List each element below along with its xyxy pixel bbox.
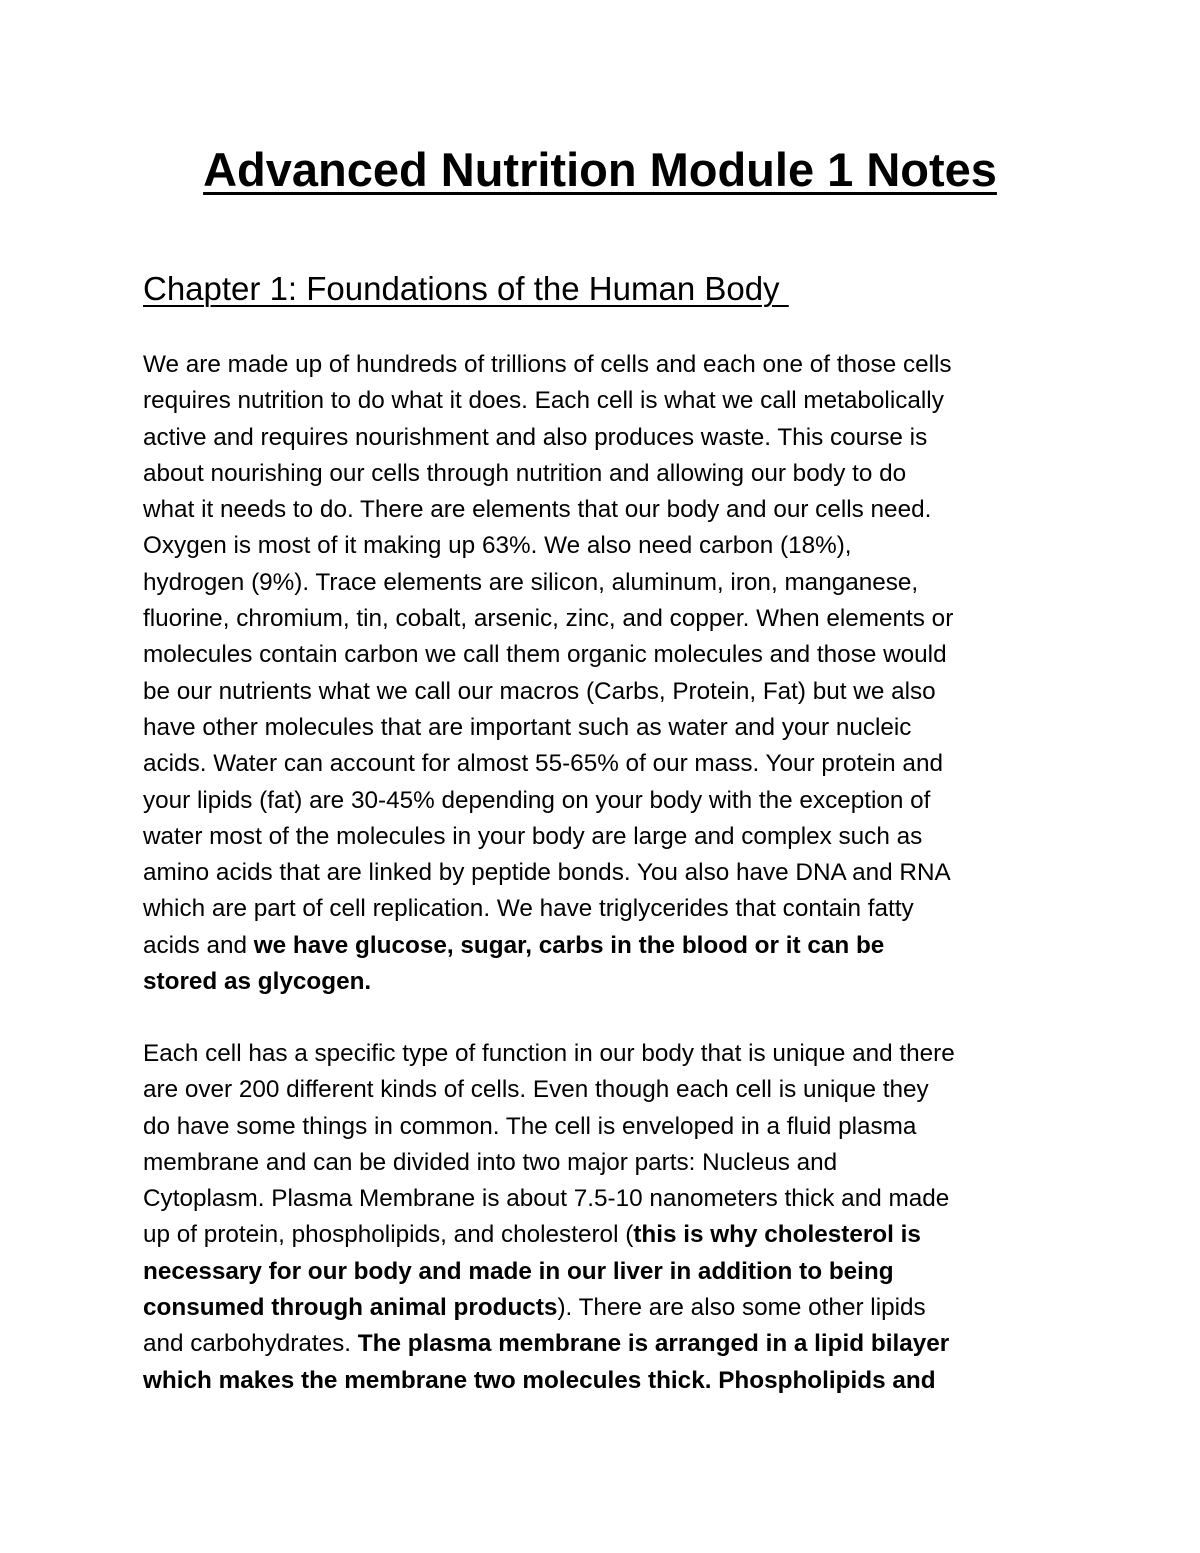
text-run: do have some things in common. The cell is enveloped in a fluid plasma: [143, 1112, 917, 1140]
text-run: membrane and can be divided into two major parts: Nucleus and: [143, 1148, 838, 1176]
text-run: hydrogen (9%). Trace elements are silicon, aluminum, iron, manganese,: [143, 568, 919, 596]
text-run: what it needs to do. There are elements that our body and our cells need.: [143, 496, 932, 524]
text-run: up of protein, phospholipids, and cholesterol (: [143, 1221, 634, 1249]
text-line: [143, 1217, 1063, 1253]
bold-text-run: this is why cholesterol is: [633, 1221, 921, 1249]
bold-text-run: necessary for our body and made in our liver in addition to being: [143, 1257, 894, 1285]
text-line: [143, 928, 1063, 964]
text-line: [143, 855, 1063, 891]
text-run: acids and: [143, 931, 254, 959]
text-run: water most of the molecules in your body are large and complex such as: [143, 822, 923, 850]
text-run: about nourishing our cells through nutrition and allowing our body to do: [143, 459, 907, 487]
text-run: amino acids that are linked by peptide bonds. You also have DNA and RNA: [143, 859, 951, 887]
text-run: active and requires nourishment and also produces waste. This course is: [143, 423, 928, 451]
text-run: and carbohydrates.: [143, 1330, 358, 1358]
bold-text-run: stored as glycogen.: [143, 968, 372, 996]
text-line: [143, 347, 1063, 383]
body-paragraph-2: [143, 1036, 1063, 1399]
text-run: ). There are also some other lipids: [557, 1294, 926, 1322]
text-line: [143, 746, 1063, 782]
text-line: [143, 1181, 1063, 1217]
text-line: [143, 674, 1063, 710]
text-run: are over 200 different kinds of cells. Even though each cell is unique they: [143, 1076, 929, 1104]
text-run: Oxygen is most of it making up 63%. We also need carbon (18%),: [143, 532, 852, 560]
text-run: molecules contain carbon we call them organic molecules and those would: [143, 641, 947, 669]
bold-text-run: consumed through animal products: [143, 1294, 558, 1322]
text-line: [143, 1290, 1063, 1326]
text-line: [143, 1036, 1063, 1072]
text-line: [143, 1072, 1063, 1108]
text-line: [143, 383, 1063, 419]
text-run: Cytoplasm. Plasma Membrane is about 7.5-10 nanometers thick and made: [143, 1185, 950, 1213]
text-run: fluorine, chromium, tin, cobalt, arsenic, zinc, and copper. When elements or: [143, 605, 954, 633]
text-run: your lipids (fat) are 30-45% depending on your body with the exception of: [143, 786, 931, 814]
text-run: which are part of cell replication. We have triglycerides that contain fatty: [143, 895, 914, 923]
text-line: [143, 783, 1063, 819]
bold-text-run: we have glucose, sugar, carbs in the blood or it can be: [253, 931, 885, 959]
text-line: [143, 819, 1063, 855]
text-line: [143, 891, 1063, 927]
text-line: [143, 1254, 1063, 1290]
text-run: be our nutrients what we call our macros (Carbs, Protein, Fat) but we also: [143, 677, 936, 705]
text-line: [143, 601, 1063, 637]
chapter-heading: Chapter 1: Foundations of the Human Body: [143, 270, 789, 307]
text-line: [143, 637, 1063, 673]
bold-text-run: The plasma membrane is arranged in a lipid bilayer: [357, 1330, 950, 1358]
text-run: have other molecules that are important such as water and your nucleic: [143, 713, 912, 741]
text-run: acids. Water can account for almost 55-65% of our mass. Your protein and: [143, 750, 943, 778]
text-line: [143, 420, 1063, 456]
body-paragraph-1: [143, 347, 1063, 1000]
text-line: [143, 528, 1063, 564]
document-title: Advanced Nutrition Module 1 Notes: [203, 143, 997, 196]
text-line: [143, 710, 1063, 746]
text-line: [143, 1109, 1063, 1145]
text-line: [143, 456, 1063, 492]
text-run: Each cell has a specific type of function in our body that is unique and there: [143, 1040, 955, 1067]
text-line: [143, 1145, 1063, 1181]
text-line: [143, 1363, 1063, 1399]
text-line: [143, 492, 1063, 528]
text-line: [143, 565, 1063, 601]
text-line: [143, 1326, 1063, 1362]
text-line: [143, 964, 1063, 1000]
text-run: We are made up of hundreds of trillions of cells and each one of those cells: [143, 351, 952, 378]
text-run: requires nutrition to do what it does. Each cell is what we call metabolically: [143, 387, 944, 415]
bold-text-run: which makes the membrane two molecules thick. Phospholipids and: [143, 1366, 936, 1394]
